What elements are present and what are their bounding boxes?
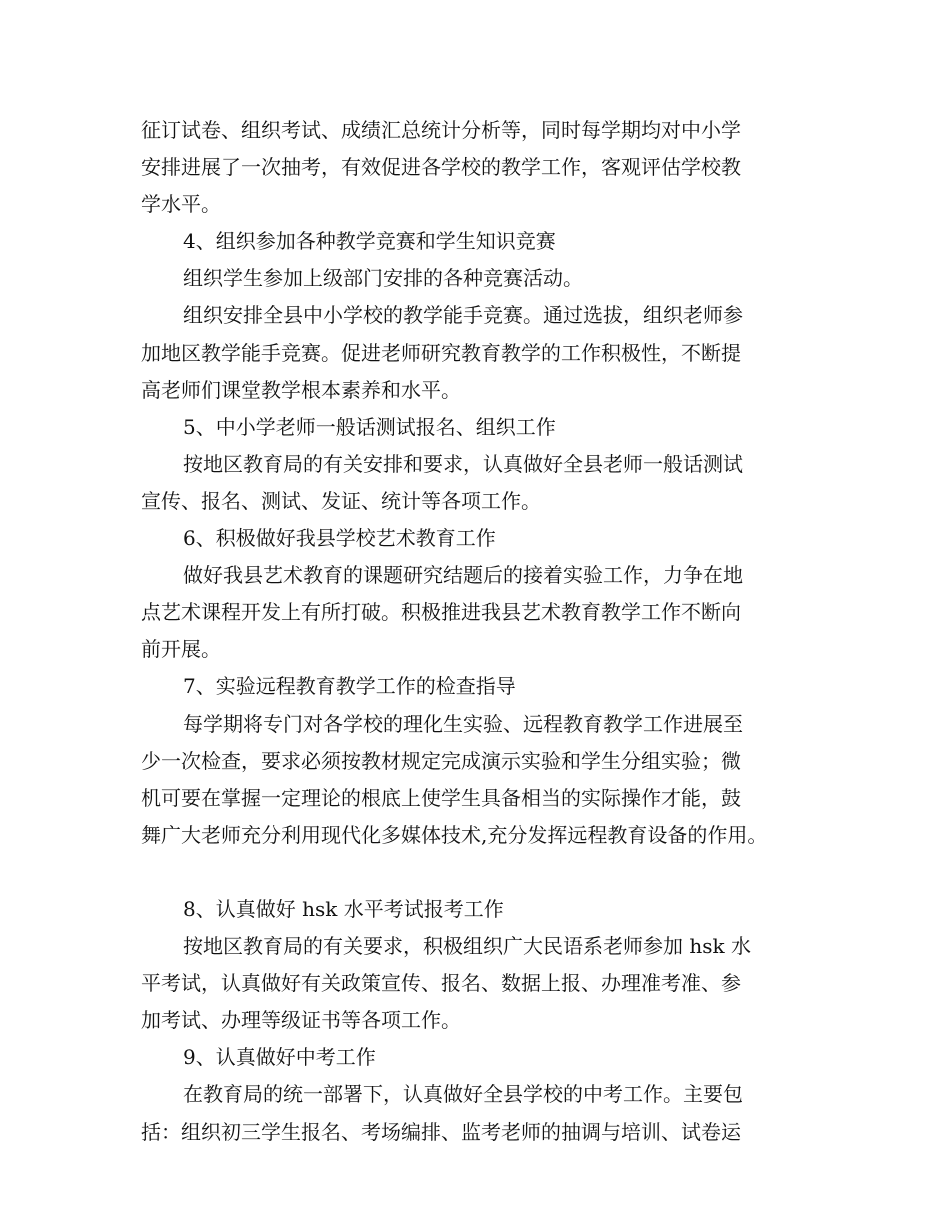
paragraph-line: 按地区教育局的有关安排和要求，认真做好全县老师一般话测试 [183,451,743,476]
section-heading-8: 8、认真做好 hsk 水平考试报考工作 [183,896,504,921]
paragraph-line: 点艺术课程开发上有所打破。积极推进我县艺术教育教学工作不断向 [141,600,741,625]
paragraph-line: 机可要在掌握一定理论的根底上使学生具备相当的实际操作才能，鼓 [141,785,741,810]
blank-line [141,854,821,891]
paragraph-line: 安排进展了一次抽考，有效促进各学校的教学工作，客观评估学校教 [141,155,741,180]
section-heading-4: 4、组织参加各种教学竞赛和学生知识竞赛 [183,229,556,254]
paragraph-line: 前开展。 [141,637,221,662]
paragraph-line: 少一次检查，要求必须按教材规定完成演示实验和学生分组实验；微 [141,748,741,773]
paragraph-line: 平考试，认真做好有关政策宣传、报名、数据上报、办理准考准、参 [141,971,741,996]
paragraph-line: 学水平。 [141,192,221,217]
paragraph-line: 组织学生参加上级部门安排的各种竞赛活动。 [183,266,583,291]
paragraph-line: 加考试、办理等级证书等各项工作。 [141,1008,461,1033]
section-heading-9: 9、认真做好中考工作 [183,1045,376,1070]
section-heading-7: 7、实验远程教育教学工作的检查指导 [183,674,516,699]
paragraph-line: 在教育局的统一部署下，认真做好全县学校的中考工作。主要包 [183,1082,743,1107]
paragraph-line: 组织安排全县中小学校的教学能手竞赛。通过选拔，组织老师参 [183,303,743,328]
paragraph-line: 征订试卷、组织考试、成绩汇总统计分析等，同时每学期均对中小学 [141,118,741,142]
paragraph-line: 舞广大老师充分利用现代化多媒体技术,充分发挥远程教育设备的作用。 [141,822,768,847]
document-body [141,112,821,1151]
paragraph-line: 按地区教育局的有关要求，积极组织广大民语系老师参加 hsk 水 [183,934,751,959]
paragraph-line: 括：组织初三学生报名、考场编排、监考老师的抽调与培训、试卷运 [141,1119,741,1144]
paragraph-line: 做好我县艺术教育的课题研究结题后的接着实验工作，力争在地 [183,563,743,588]
section-heading-6: 6、积极做好我县学校艺术教育工作 [183,526,496,551]
paragraph-line: 加地区教学能手竞赛。促进老师研究教育教学的工作积极性，不断提 [141,340,741,365]
paragraph-line: 宣传、报名、测试、发证、统计等各项工作。 [141,488,541,513]
paragraph-line: 高老师们课堂教学根本素养和水平。 [141,377,461,402]
paragraph-line: 每学期将专门对各学校的理化生实验、远程教育教学工作进展至 [183,711,743,736]
section-heading-5: 5、中小学老师一般话测试报名、组织工作 [183,414,556,439]
